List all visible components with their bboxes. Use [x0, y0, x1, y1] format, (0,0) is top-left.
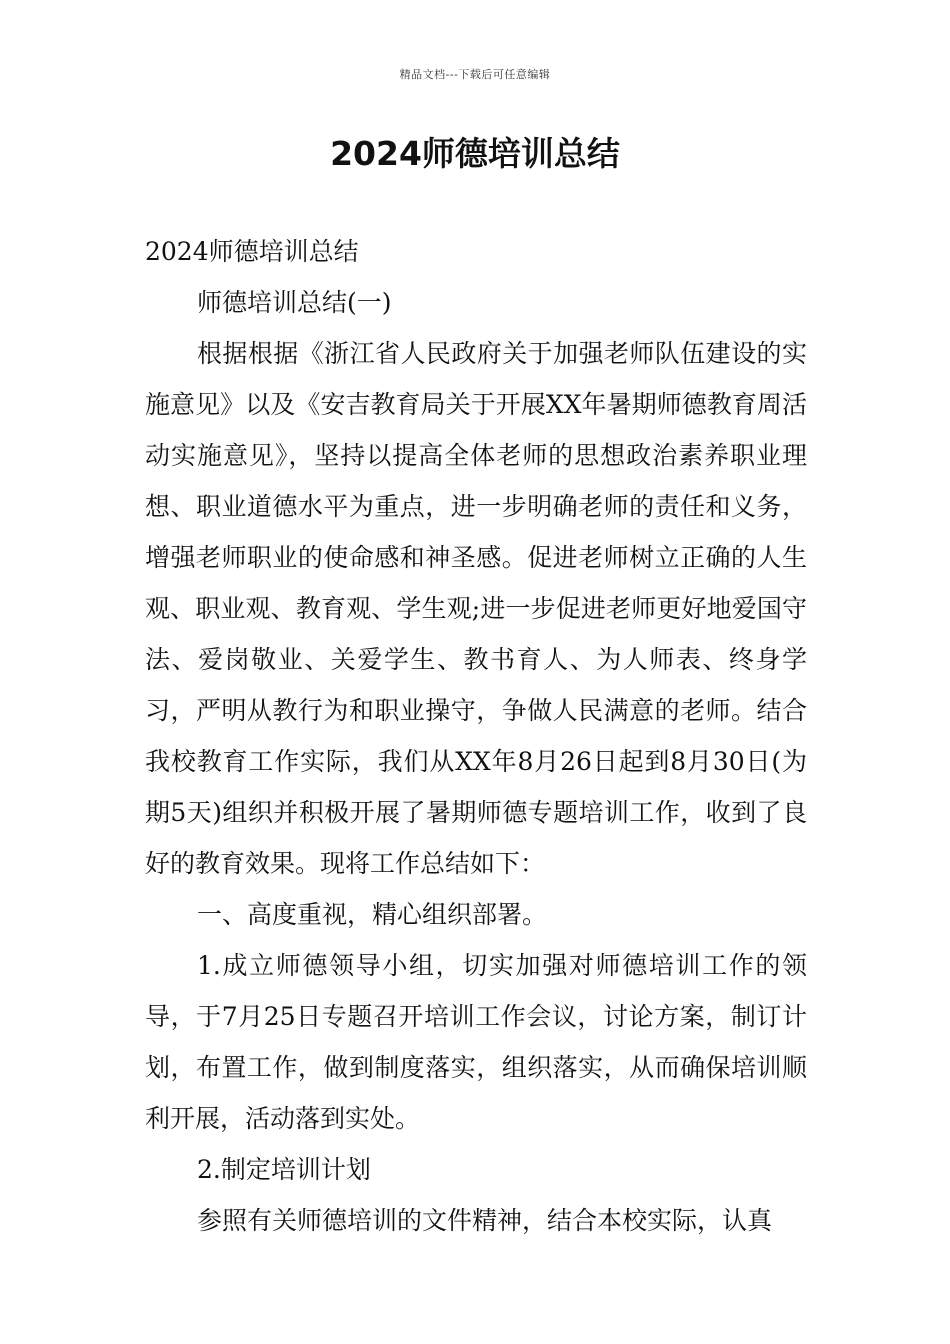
paragraph-intro: 根据根据《浙江省人民政府关于加强老师队伍建设的实施意见》以及《安吉教育局关于开展XX年暑期师德教育周活动实施意见》，坚持以提高全体老师的思想政治素养职业理想、职业道德水平为重点，进一步明确老师的责任和义务，增强老师职业的使命感和神圣感。促进老师树立正确的人生观、职业观、教育观、学生观;进一步促进老师更好地爱国守法、爱岗敬业、关爱学生、教书育人、为人师表、终身学习，严明从教行为和职业操守，争做人民满意的老师。结合我校教育工作实际，我们从XX年8月26日起到8月30日(为期5天)组织并积极开展了暑期师德专题培训工作，收到了良好的教育效果。现将工作总结如下：: [145, 339, 807, 878]
document-body: [145, 226, 807, 1246]
paragraph-item-2: 2.制定培训计划: [197, 1155, 371, 1184]
document-title: 2024师德培训总结: [330, 134, 620, 173]
paragraph-continuation: 参照有关师德培训的文件精神，结合本校实际，认真: [197, 1206, 773, 1235]
paragraph-item-1: 1.成立师德领导小组，切实加强对师德培训工作的领导，于7月25日专题召开培训工作会议，讨论方案，制订计划，布置工作，做到制度落实，组织落实，从而确保培训顺利开展，活动落到实处。: [145, 951, 807, 1133]
paragraph-heading-1: 一、高度重视，精心组织部署。: [197, 900, 548, 929]
paragraph-subtitle: 2024师德培训总结: [145, 237, 359, 266]
header-note: 精品文档---下载后可任意编辑: [399, 68, 551, 81]
paragraph-section-heading: 师德培训总结(一): [197, 288, 392, 317]
